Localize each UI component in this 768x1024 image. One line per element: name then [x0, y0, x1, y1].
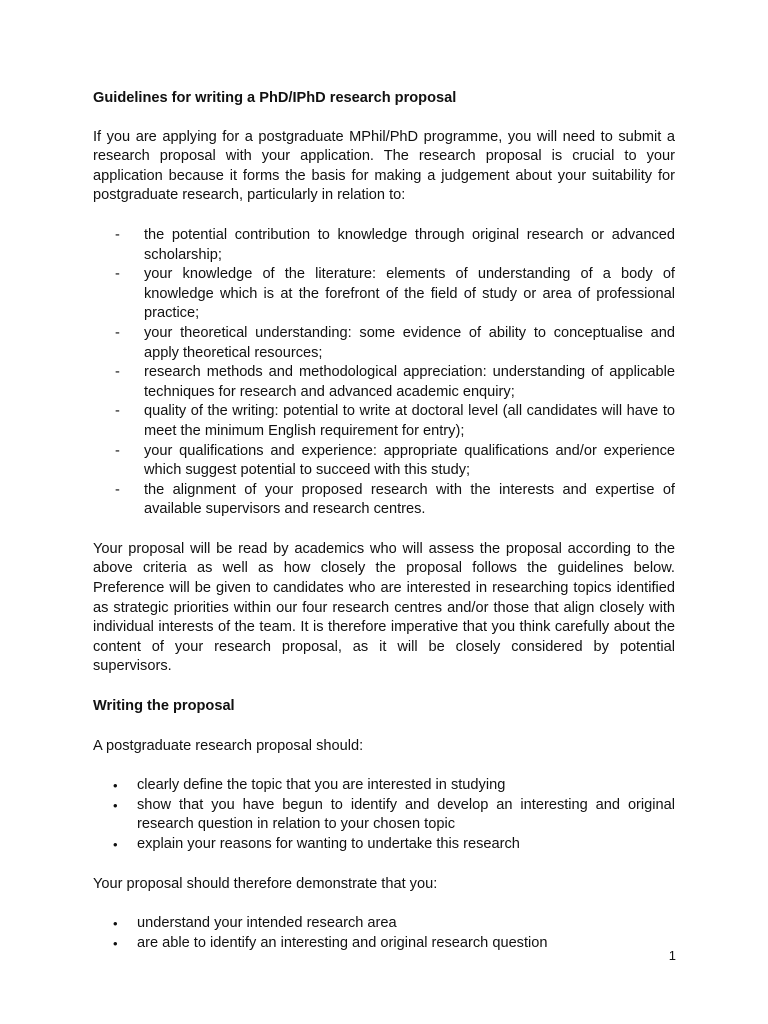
list-item-text: the potential contribution to knowledge through original research or advanced scholarship;: [144, 226, 675, 263]
intro-paragraph: If you are applying for a postgraduate MPhil/PhD programme, you will need to submit a research proposal with your application. The research proposal is crucial to your application because it forms the basis for making a judgement about your suitability for postgraduate research, particularly in relation to:: [93, 128, 675, 204]
should-intro: A postgraduate research proposal should:: [93, 737, 364, 754]
list-item: [93, 776, 675, 796]
document-body: [93, 89, 675, 953]
list-item: [93, 835, 675, 855]
assessment-paragraph: Your proposal will be read by academics who will assess the proposal according to the above criteria as well as how closely the proposal follows the guidelines below. Preference will be given to candidates who are interested in researching topics identified as strategic priorities within our four research centres and/or those that align closely with individual interests of the team. It is therefore imperative that you think carefully about the content of your research proposal, as it will be closely considered by potential supervisors.: [93, 540, 675, 675]
list-item-text: show that you have begun to identify and develop an interesting and original research question in relation to your chosen topic: [137, 796, 675, 833]
list-item: [93, 934, 675, 954]
criteria-list: [93, 226, 675, 520]
list-item-text: explain your reasons for wanting to undertake this research: [137, 836, 520, 852]
bullet-marker: •: [113, 916, 118, 932]
document-title: Guidelines for writing a PhD/IPhD research proposal: [93, 90, 457, 106]
list-item-text: your theoretical understanding: some evidence of ability to conceptualise and apply theoretical resources;: [144, 324, 675, 361]
list-item: [93, 442, 675, 481]
dash-marker: -: [115, 266, 120, 283]
page-number: 1: [668, 948, 676, 963]
list-item-text: the alignment of your proposed research with the interests and expertise of available supervisors and research centres.: [144, 481, 675, 518]
list-item-text: research methods and methodological appreciation: understanding of applicable techniques for research and advanced academic enquiry;: [144, 364, 675, 400]
bullet-marker: •: [113, 797, 118, 813]
list-item: [93, 402, 675, 441]
demonstrate-list: [93, 914, 675, 953]
dash-marker: -: [115, 324, 120, 341]
list-item: [93, 914, 675, 934]
dash-marker: -: [115, 364, 120, 381]
bullet-marker: •: [113, 837, 118, 852]
list-item: [93, 324, 675, 363]
list-item-text: clearly define the topic that you are interested in studying: [137, 777, 506, 794]
list-item: [93, 226, 675, 265]
demonstrate-intro: Your proposal should therefore demonstrate that you:: [93, 875, 438, 892]
list-item-text: quality of the writing: potential to write at doctoral level (all candidates will have to meet the minimum English requirement for entry);: [144, 403, 675, 439]
section-heading-writing: Writing the proposal: [93, 698, 235, 715]
list-item: [93, 265, 675, 324]
should-list: [93, 776, 675, 854]
list-item-text: your knowledge of the literature: elements of understanding of a body of knowledge which is at the forefront of the field of study or area of professional practice;: [144, 266, 675, 322]
dash-marker: -: [115, 481, 120, 498]
list-item-text: your qualifications and experience: appropriate qualifications and/or experience which suggest potential to succeed with this study;: [144, 442, 675, 479]
bullet-marker: •: [113, 935, 118, 951]
list-item: [93, 363, 675, 402]
list-item: [93, 481, 675, 520]
list-item-text: are able to identify an interesting and original research question: [137, 934, 548, 951]
bullet-marker: •: [113, 778, 118, 794]
list-item-text: understand your intended research area: [137, 915, 397, 932]
dash-marker: -: [115, 442, 120, 459]
dash-marker: -: [115, 226, 120, 243]
dash-marker: -: [115, 403, 120, 420]
list-item: [93, 796, 675, 835]
